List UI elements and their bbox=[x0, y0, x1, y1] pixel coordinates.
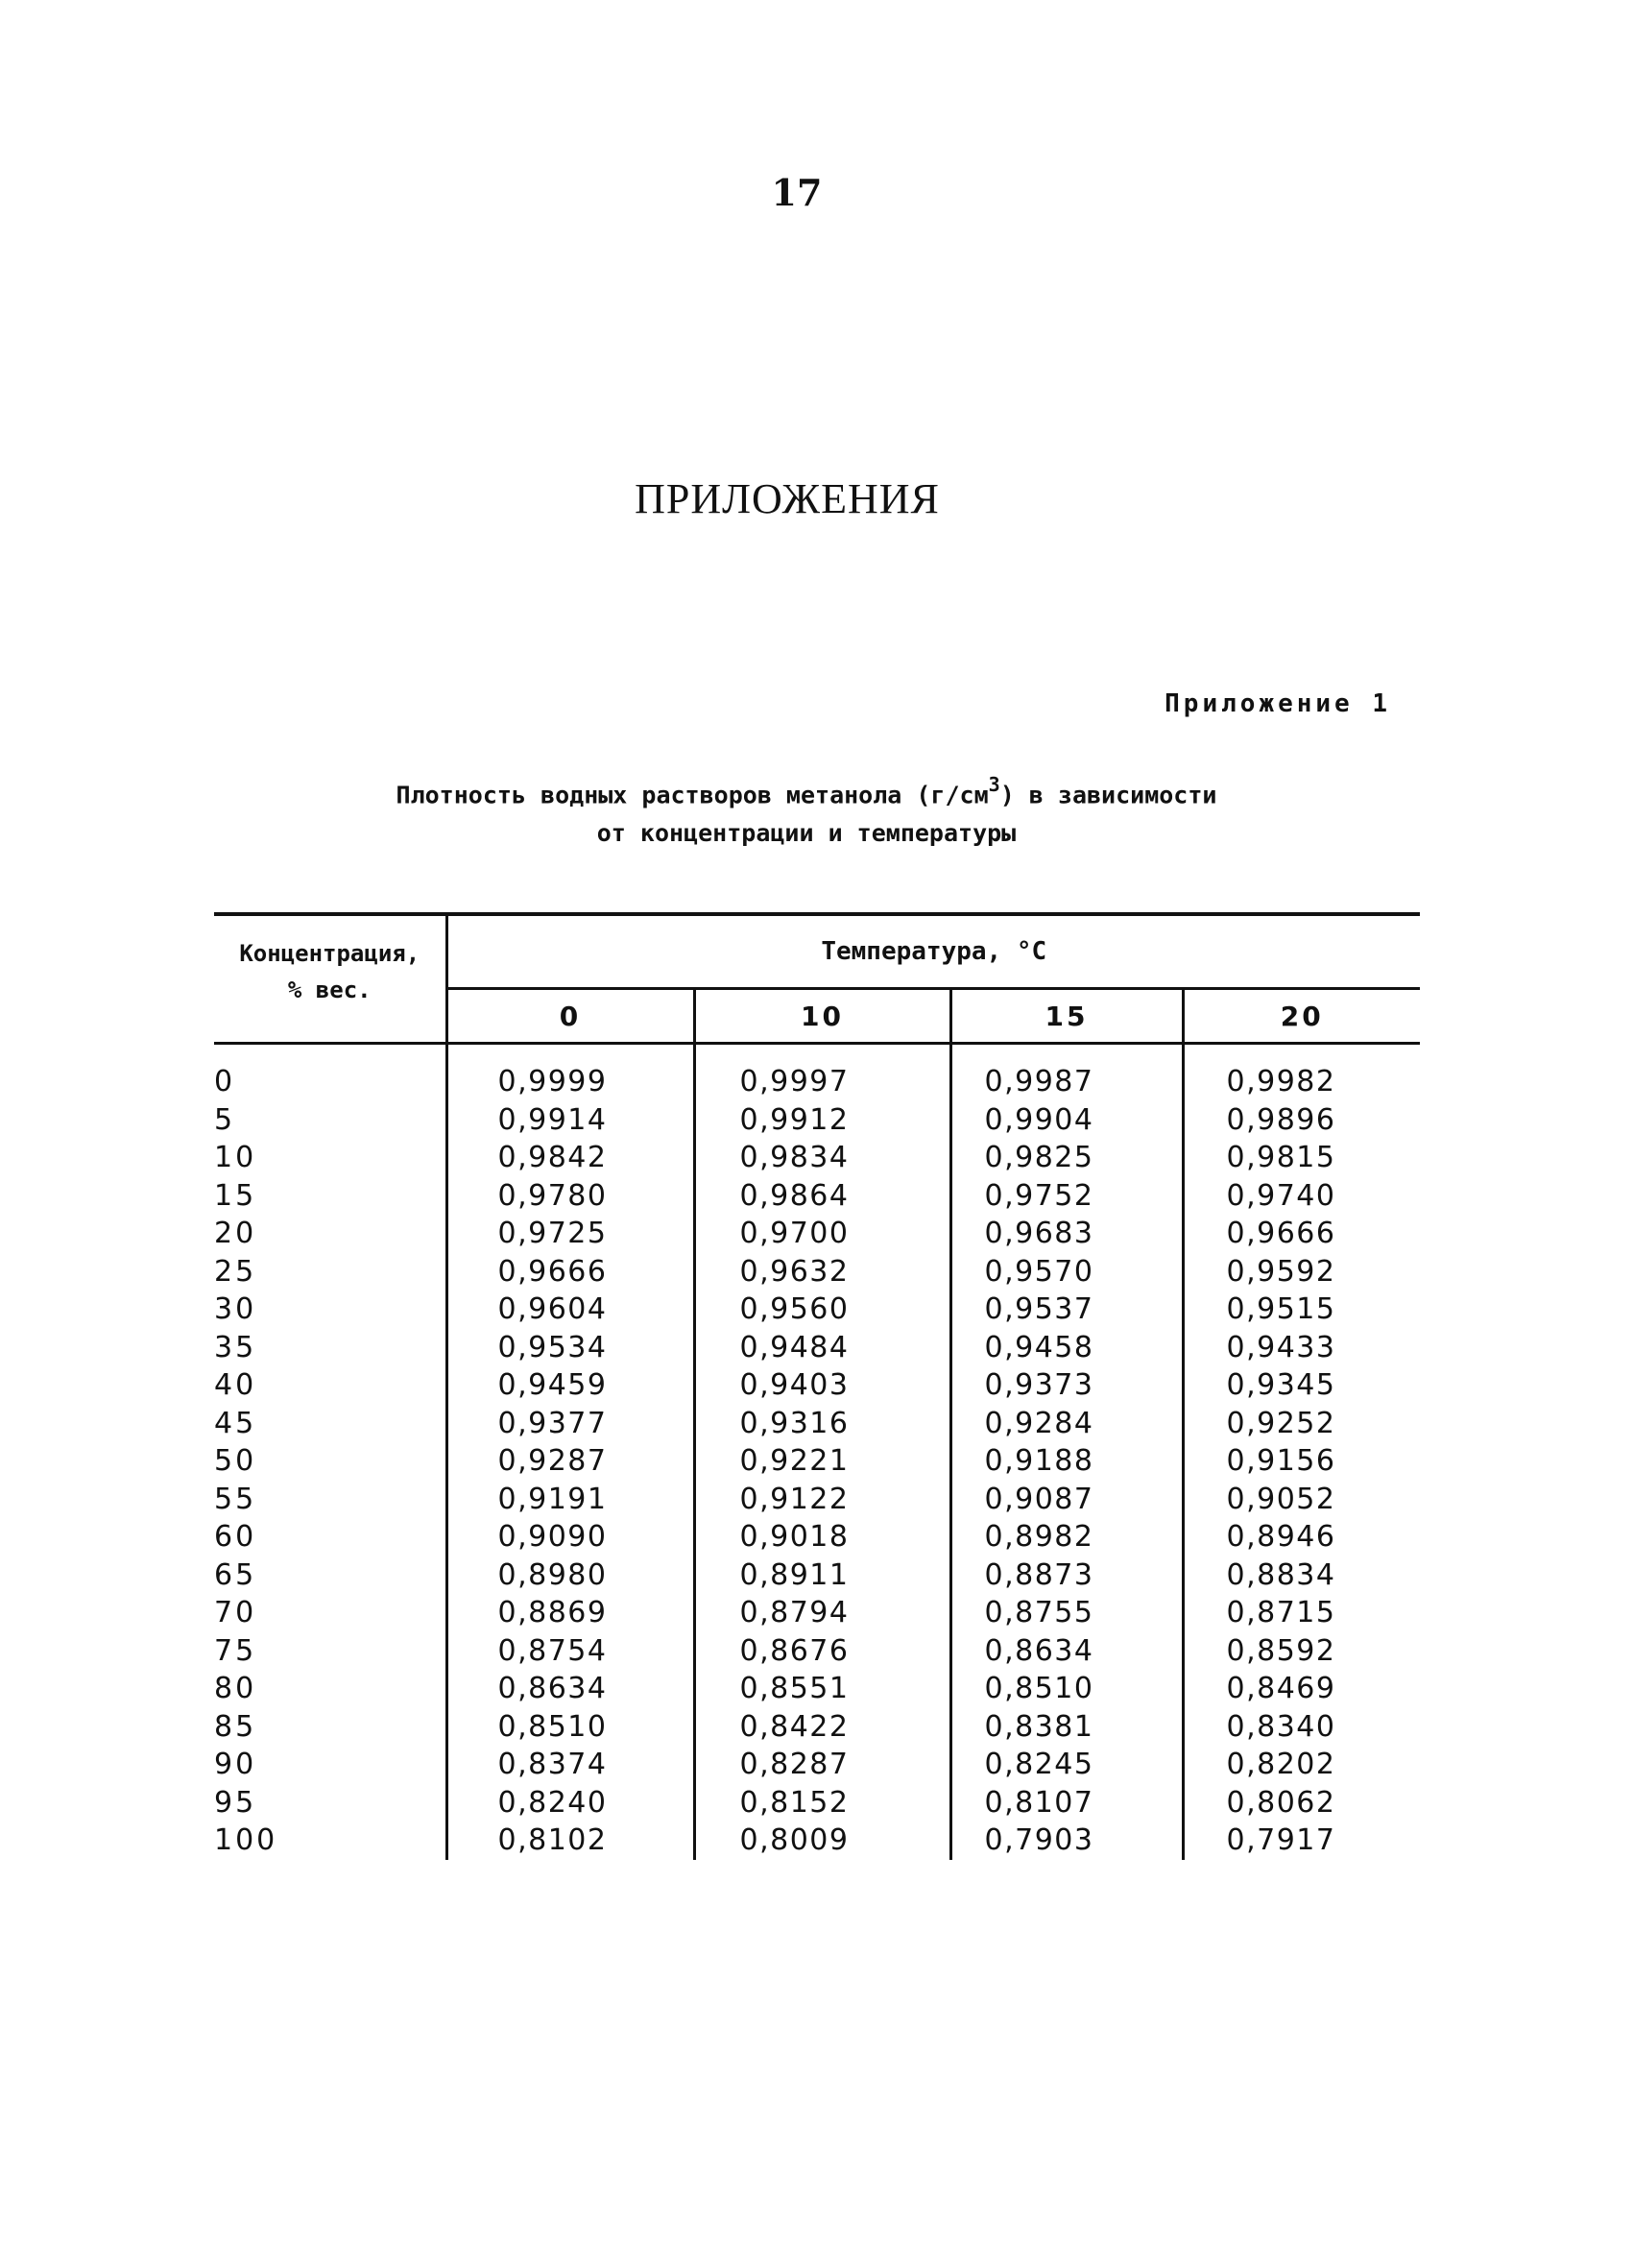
density-cell: 0,7917 bbox=[1226, 1823, 1336, 1857]
density-cell: 0,8869 bbox=[446, 1594, 694, 1632]
appendix-label: Приложение 1 bbox=[1165, 689, 1391, 718]
density-cell: 0,8062 bbox=[1226, 1785, 1336, 1820]
density-cell: 0,8152 bbox=[694, 1784, 950, 1822]
density-cell: 0,8834 bbox=[1226, 1557, 1336, 1592]
concentration-cell: 80 bbox=[214, 1670, 446, 1708]
density-cell: 0,9904 bbox=[950, 1101, 1183, 1140]
density-cell: 0,8107 bbox=[950, 1784, 1183, 1822]
density-cell: 0,8422 bbox=[694, 1708, 950, 1747]
density-cell: 0,9815 bbox=[1226, 1141, 1336, 1174]
density-table-container bbox=[214, 912, 1420, 1860]
table-row bbox=[214, 1101, 1420, 1140]
density-cell: 0,9090 bbox=[446, 1518, 694, 1556]
density-cell: 0,8551 bbox=[694, 1670, 950, 1708]
density-table bbox=[214, 912, 1420, 1860]
density-cell: 0,9515 bbox=[1226, 1292, 1336, 1326]
density-cell: 0,8381 bbox=[950, 1708, 1183, 1747]
density-cell: 0,9560 bbox=[694, 1291, 950, 1329]
concentration-cell: 45 bbox=[214, 1405, 446, 1443]
density-cell: 0,9377 bbox=[446, 1405, 694, 1443]
table-row bbox=[214, 1746, 1420, 1784]
table-row bbox=[214, 1784, 1420, 1822]
concentration-cell: 0 bbox=[214, 1044, 446, 1101]
density-cell: 0,8340 bbox=[1226, 1709, 1336, 1744]
density-cell: 0,9896 bbox=[1226, 1102, 1336, 1137]
density-cell: 0,9570 bbox=[950, 1253, 1183, 1291]
temperature-header: Температура, °С bbox=[446, 914, 1420, 989]
density-cell: 0,8245 bbox=[950, 1746, 1183, 1784]
concentration-cell: 25 bbox=[214, 1253, 446, 1291]
concentration-cell: 5 bbox=[214, 1101, 446, 1140]
density-cell: 0,9987 bbox=[950, 1044, 1183, 1101]
concentration-cell: 65 bbox=[214, 1556, 446, 1595]
density-cell: 0,8634 bbox=[446, 1670, 694, 1708]
concentration-cell: 90 bbox=[214, 1746, 446, 1784]
density-cell: 0,9403 bbox=[694, 1366, 950, 1405]
table-row bbox=[214, 1594, 1420, 1632]
density-cell: 0,9052 bbox=[1226, 1482, 1336, 1516]
table-row bbox=[214, 1632, 1420, 1671]
table-row bbox=[214, 1044, 1420, 1101]
table-row bbox=[214, 1366, 1420, 1405]
density-cell: 0,9592 bbox=[1226, 1254, 1336, 1289]
page-number: 17 bbox=[771, 171, 823, 214]
table-body bbox=[214, 1044, 1420, 1860]
density-cell: 0,9752 bbox=[950, 1177, 1183, 1216]
density-cell: 0,9087 bbox=[950, 1481, 1183, 1519]
density-cell: 0,9825 bbox=[950, 1139, 1183, 1177]
density-cell: 0,9284 bbox=[950, 1405, 1183, 1443]
caption-line-2: от концентрации и температуры bbox=[596, 819, 1017, 848]
density-cell: 0,9982 bbox=[1226, 1065, 1336, 1098]
density-cell: 0,9459 bbox=[446, 1366, 694, 1405]
density-cell: 0,8374 bbox=[446, 1746, 694, 1784]
density-cell: 0,9683 bbox=[950, 1215, 1183, 1253]
density-cell: 0,9780 bbox=[446, 1177, 694, 1216]
density-cell: 0,9191 bbox=[446, 1481, 694, 1519]
density-cell: 0,9156 bbox=[1226, 1444, 1336, 1478]
concentration-cell: 60 bbox=[214, 1518, 446, 1556]
density-cell: 0,9287 bbox=[446, 1442, 694, 1481]
density-cell: 0,8676 bbox=[694, 1632, 950, 1671]
density-cell: 0,8754 bbox=[446, 1632, 694, 1671]
density-cell: 0,9997 bbox=[694, 1044, 950, 1101]
density-cell: 0,9537 bbox=[950, 1291, 1183, 1329]
concentration-cell: 20 bbox=[214, 1215, 446, 1253]
concentration-header-line-2: % вес. bbox=[287, 977, 372, 1003]
density-cell: 0,8510 bbox=[950, 1670, 1183, 1708]
density-cell: 0,9122 bbox=[694, 1481, 950, 1519]
density-cell: 0,9252 bbox=[1226, 1406, 1336, 1440]
density-cell: 0,9345 bbox=[1226, 1368, 1336, 1402]
density-cell: 0,9666 bbox=[446, 1253, 694, 1291]
concentration-cell: 30 bbox=[214, 1291, 446, 1329]
density-cell: 0,9999 bbox=[446, 1044, 694, 1101]
caption-line-1 bbox=[0, 768, 1613, 814]
concentration-cell: 15 bbox=[214, 1177, 446, 1216]
density-cell: 0,8794 bbox=[694, 1594, 950, 1632]
density-cell: 0,8202 bbox=[1226, 1748, 1336, 1781]
density-cell: 0,8592 bbox=[1226, 1633, 1336, 1668]
density-cell: 0,9912 bbox=[694, 1101, 950, 1140]
density-cell: 0,8009 bbox=[694, 1822, 950, 1860]
density-cell: 0,9914 bbox=[446, 1101, 694, 1140]
density-cell: 0,9740 bbox=[1226, 1178, 1336, 1213]
density-cell: 0,8510 bbox=[446, 1708, 694, 1747]
density-cell: 0,9433 bbox=[1226, 1330, 1336, 1364]
density-cell: 0,9221 bbox=[694, 1442, 950, 1481]
concentration-cell: 40 bbox=[214, 1366, 446, 1405]
density-cell: 0,9842 bbox=[446, 1139, 694, 1177]
concentration-header-line-1: Концентрация, bbox=[239, 940, 420, 967]
temperature-column-header: 20 bbox=[1183, 989, 1420, 1044]
density-cell: 0,9864 bbox=[694, 1177, 950, 1216]
density-cell: 0,8946 bbox=[1226, 1520, 1336, 1554]
density-cell: 0,9834 bbox=[694, 1139, 950, 1177]
density-cell: 0,8982 bbox=[950, 1518, 1183, 1556]
header-row-top bbox=[214, 914, 1420, 989]
table-row bbox=[214, 1481, 1420, 1519]
density-cell: 0,8755 bbox=[950, 1594, 1183, 1632]
density-cell: 0,9484 bbox=[694, 1329, 950, 1367]
concentration-header bbox=[214, 914, 446, 1044]
density-cell: 0,9604 bbox=[446, 1291, 694, 1329]
concentration-cell: 70 bbox=[214, 1594, 446, 1632]
table-caption bbox=[0, 768, 1613, 853]
temperature-column-header: 0 bbox=[446, 989, 694, 1044]
table-row bbox=[214, 1215, 1420, 1253]
density-cell: 0,9534 bbox=[446, 1329, 694, 1367]
density-cell: 0,7903 bbox=[950, 1822, 1183, 1860]
concentration-cell: 50 bbox=[214, 1442, 446, 1481]
table-row bbox=[214, 1177, 1420, 1216]
concentration-cell: 55 bbox=[214, 1481, 446, 1519]
table-row bbox=[214, 1139, 1420, 1177]
table-row bbox=[214, 1670, 1420, 1708]
density-cell: 0,9725 bbox=[446, 1215, 694, 1253]
density-cell: 0,9666 bbox=[1226, 1217, 1336, 1250]
concentration-cell: 100 bbox=[214, 1822, 446, 1860]
caption-superscript: 3 bbox=[988, 773, 1000, 796]
density-cell: 0,8287 bbox=[694, 1746, 950, 1784]
density-cell: 0,8980 bbox=[446, 1556, 694, 1595]
concentration-cell: 35 bbox=[214, 1329, 446, 1367]
density-cell: 0,8240 bbox=[446, 1784, 694, 1822]
temperature-column-header: 15 bbox=[950, 989, 1183, 1044]
table-row bbox=[214, 1708, 1420, 1747]
density-cell: 0,9632 bbox=[694, 1253, 950, 1291]
density-cell: 0,8911 bbox=[694, 1556, 950, 1595]
density-cell: 0,9188 bbox=[950, 1442, 1183, 1481]
density-cell: 0,9316 bbox=[694, 1405, 950, 1443]
density-cell: 0,8715 bbox=[1226, 1596, 1336, 1629]
table-row bbox=[214, 1518, 1420, 1556]
density-cell: 0,9700 bbox=[694, 1215, 950, 1253]
density-cell: 0,9018 bbox=[694, 1518, 950, 1556]
table-row bbox=[214, 1291, 1420, 1329]
temperature-column-header: 10 bbox=[694, 989, 950, 1044]
table-row bbox=[214, 1556, 1420, 1595]
table-row bbox=[214, 1405, 1420, 1443]
concentration-cell: 85 bbox=[214, 1708, 446, 1747]
table-row bbox=[214, 1442, 1420, 1481]
table-row bbox=[214, 1822, 1420, 1860]
density-cell: 0,8873 bbox=[950, 1556, 1183, 1595]
table-row bbox=[214, 1253, 1420, 1291]
density-cell: 0,8469 bbox=[1226, 1672, 1336, 1705]
caption-text-after-sup: ) в зависимости bbox=[999, 781, 1217, 809]
density-cell: 0,8634 bbox=[950, 1632, 1183, 1671]
density-cell: 0,9458 bbox=[950, 1329, 1183, 1367]
caption-text-before-sup: Плотность водных растворов метанола (г/см bbox=[396, 781, 989, 809]
table-row bbox=[214, 1329, 1420, 1367]
concentration-cell: 75 bbox=[214, 1632, 446, 1671]
concentration-cell: 95 bbox=[214, 1784, 446, 1822]
section-title: ПРИЛОЖЕНИЯ bbox=[635, 475, 940, 522]
density-cell: 0,8102 bbox=[446, 1822, 694, 1860]
concentration-cell: 10 bbox=[214, 1139, 446, 1177]
density-cell: 0,9373 bbox=[950, 1366, 1183, 1405]
